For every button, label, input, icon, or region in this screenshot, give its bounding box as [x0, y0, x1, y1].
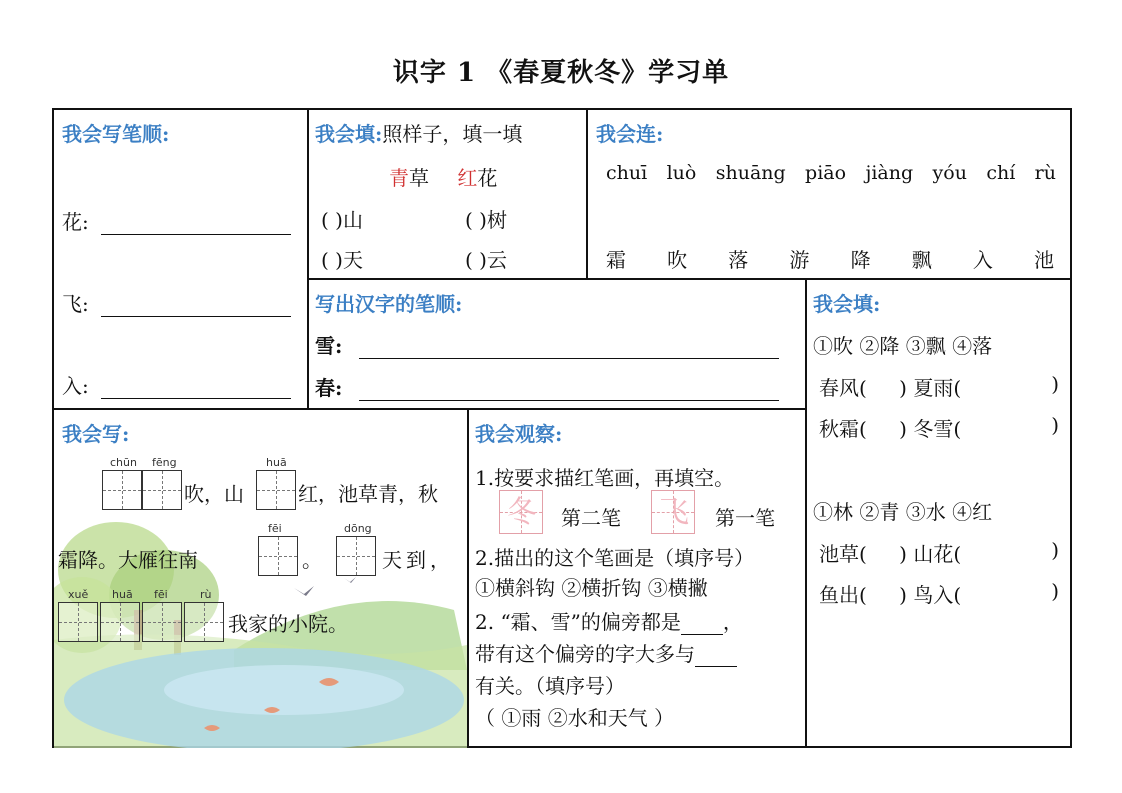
pinyin-word[interactable]: shuāng	[715, 162, 786, 184]
section-heading: 我会填:	[315, 122, 383, 146]
section-heading: 我会观察:	[475, 422, 563, 446]
pinyin-label: fēi	[154, 588, 168, 601]
char-word[interactable]: 降	[850, 248, 871, 272]
char-word[interactable]: 入	[972, 248, 993, 272]
fill-blank[interactable]: ( )云	[465, 248, 507, 272]
trace-grid[interactable]	[499, 490, 543, 534]
choice-close: )	[1051, 372, 1059, 396]
writing-grid-box[interactable]	[142, 470, 182, 510]
option-list: ①横斜钩 ②横折钩 ③横撇	[475, 576, 708, 600]
char-word[interactable]: 池	[1033, 248, 1054, 272]
write-section	[54, 410, 467, 748]
writing-grid-box[interactable]	[142, 602, 182, 642]
example-red-char: 红	[457, 166, 478, 190]
pinyin-label: dōng	[344, 522, 372, 535]
instruction: 照样子，填一填	[382, 122, 523, 146]
choice-label[interactable]: 鸟入(	[913, 583, 962, 607]
answer-blank[interactable]	[681, 614, 723, 635]
writing-grid-box[interactable]	[256, 470, 296, 510]
char-word[interactable]: 霜	[606, 248, 626, 272]
char-word[interactable]: 落	[728, 248, 749, 272]
option-list: ①吹 ②降 ③飘 ④落	[813, 334, 993, 358]
item-label: 入:	[62, 374, 89, 398]
question-text: 有关。（填序号）	[475, 674, 625, 698]
answer-blank[interactable]	[695, 646, 737, 667]
pinyin-word[interactable]: luò	[666, 162, 697, 184]
choice-label[interactable]: 夏雨(	[913, 376, 962, 400]
pond-highlight	[164, 665, 404, 715]
answer-blank[interactable]	[359, 358, 779, 359]
item-label: 雪:	[315, 334, 343, 358]
choice-close: )	[1051, 413, 1059, 437]
answer-blank[interactable]	[101, 316, 291, 317]
choice-label[interactable]: 鱼出(	[819, 583, 867, 607]
sentence-text: 霜降。大雁往南	[58, 548, 198, 572]
stroke-write-item	[62, 206, 291, 235]
item-label: 春:	[315, 376, 343, 400]
observe-section	[469, 410, 805, 748]
section-title-row	[315, 118, 522, 147]
fill-blank[interactable]: ( )天	[321, 248, 363, 272]
question-text	[475, 606, 743, 635]
choice-close: )	[899, 542, 907, 566]
pinyin-word[interactable]: chuī	[606, 162, 648, 184]
writing-grid-box[interactable]	[102, 470, 142, 510]
question-part: 带有这个偏旁的字大多与	[475, 642, 695, 666]
pinyin-label: huā	[112, 588, 133, 601]
choice-label[interactable]: 山花(	[913, 542, 962, 566]
question-part: 2. “霜、雪”的偏旁都是	[475, 610, 681, 634]
char-row	[606, 244, 1054, 273]
sentence-text: 我家的小院。	[228, 612, 348, 636]
choice-label[interactable]: 冬雪(	[913, 417, 962, 441]
connect-section	[588, 110, 1072, 278]
pinyin-label: fēng	[152, 456, 177, 469]
choice-label[interactable]: 秋霜(	[819, 417, 867, 441]
stroke-write-section	[54, 110, 307, 408]
answer-blank[interactable]	[101, 398, 291, 399]
example-row	[389, 162, 497, 191]
option-list: （ ①雨 ②水和天气 ）	[475, 706, 675, 730]
stroke-order-section	[309, 280, 805, 408]
sentence-text: 吹，山	[184, 482, 244, 506]
trace-char: 飞	[659, 495, 689, 530]
fill-blank[interactable]: ( )山	[321, 208, 363, 232]
example-red-char: 青	[389, 166, 409, 190]
section-heading: 我会填:	[813, 292, 881, 316]
char-word[interactable]: 游	[789, 248, 810, 272]
swallow	[344, 577, 356, 583]
item-label: 飞:	[62, 292, 89, 316]
char-word[interactable]: 飘	[911, 248, 932, 272]
example-char: 草	[409, 166, 429, 190]
trace-label: 第二笔	[561, 506, 621, 530]
stroke-write-item	[62, 370, 291, 399]
pinyin-word[interactable]: piāo	[805, 162, 847, 184]
choice-row	[819, 579, 1059, 608]
writing-grid-box[interactable]	[58, 602, 98, 642]
answer-blank[interactable]	[359, 400, 779, 401]
item-label: 花:	[62, 210, 89, 234]
section-heading: 我会写:	[62, 422, 130, 446]
choice-row	[819, 372, 1059, 401]
trace-label: 第一笔	[715, 506, 775, 530]
pinyin-label: chūn	[110, 456, 137, 469]
pinyin-row	[606, 162, 1056, 184]
pinyin-label: fēi	[268, 522, 282, 535]
choice-close: )	[1051, 538, 1059, 562]
choice-close: )	[899, 583, 907, 607]
choice-row	[819, 413, 1059, 442]
section-heading: 我会写笔顺:	[62, 122, 170, 146]
choice-label[interactable]: 池草(	[819, 542, 867, 566]
question-part: ，	[722, 610, 743, 634]
worksheet-table	[52, 108, 1072, 748]
answer-blank[interactable]	[101, 234, 291, 235]
choice-close: )	[899, 376, 907, 400]
choice-close: )	[899, 417, 907, 441]
question-text	[475, 638, 737, 667]
swallow	[294, 586, 314, 596]
sentence-text: 。	[302, 548, 322, 572]
trace-grid[interactable]	[651, 490, 695, 534]
sentence-text: 天到，	[382, 548, 454, 572]
char-word[interactable]: 吹	[667, 248, 688, 272]
question-text: 1.按要求描红笔画，再填空。	[475, 466, 735, 490]
section-heading: 写出汉字的笔顺:	[315, 292, 463, 316]
writing-grid-box[interactable]	[258, 536, 298, 576]
pinyin-word[interactable]: chí	[986, 162, 1016, 184]
pinyin-word[interactable]: yóu	[932, 162, 967, 184]
option-list: ①林 ②青 ③水 ④红	[813, 500, 993, 524]
page-title: 识字 1 《春夏秋冬》学习单	[392, 58, 730, 88]
stroke-write-item	[62, 288, 291, 317]
choice-close: )	[1051, 579, 1059, 603]
stroke-order-item	[315, 330, 779, 359]
writing-grid-box[interactable]	[100, 602, 140, 642]
choice-label[interactable]: 春风(	[819, 376, 867, 400]
pinyin-label: rù	[200, 588, 212, 601]
choice-row	[819, 538, 1059, 567]
writing-grid-box[interactable]	[184, 602, 224, 642]
fill-blank[interactable]: ( )树	[465, 208, 507, 232]
example-char: 花	[477, 166, 498, 190]
section-heading: 我会连:	[596, 122, 664, 146]
pinyin-label: xuě	[68, 588, 89, 601]
pinyin-label: huā	[266, 456, 287, 469]
question-text: 2.描出的这个笔画是（填序号）	[475, 546, 755, 570]
fill-pattern-section	[309, 110, 586, 278]
pinyin-word[interactable]: jiàng	[865, 162, 914, 184]
trace-char: 冬	[507, 495, 537, 530]
pinyin-word[interactable]: rù	[1034, 162, 1056, 184]
sentence-text: 红，池草青，秋	[298, 482, 438, 506]
stroke-order-item	[315, 372, 779, 401]
fill-choice-section	[807, 280, 1072, 748]
writing-grid-box[interactable]	[336, 536, 376, 576]
